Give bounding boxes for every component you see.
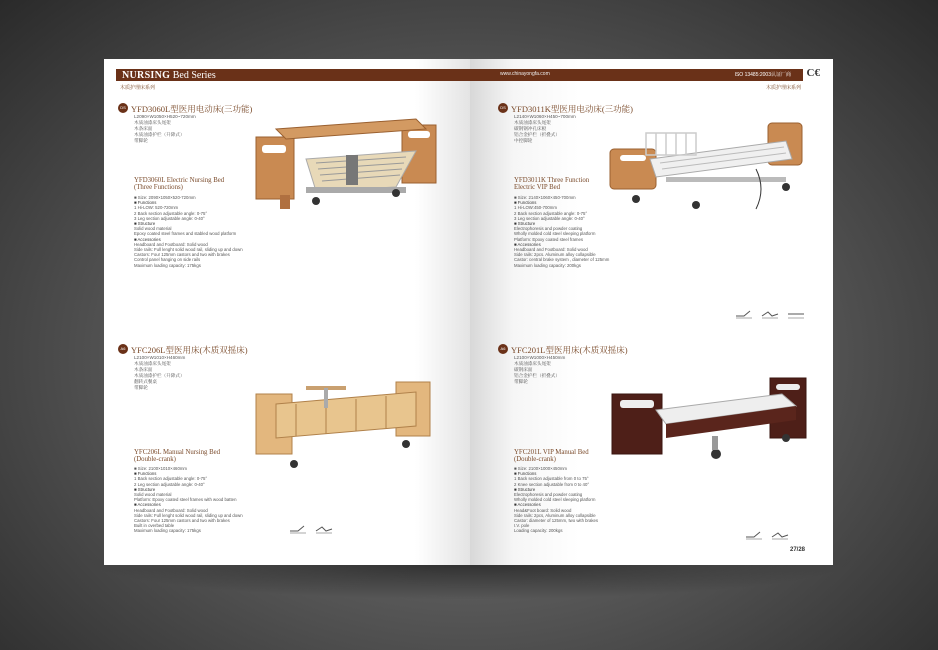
product-english-title: YFD3060L Electric Nursing Bed (Three Functions): [134, 177, 225, 191]
page-shadow: [80, 560, 860, 600]
right-page: [470, 59, 833, 565]
position-icons: [734, 309, 806, 319]
product-title: YFD3060L型医用电动床(三功能): [131, 104, 253, 114]
manual-nursing-bed-image: [246, 374, 446, 474]
product-english-title: YFC201L VIP Manual Bed (Double-crank): [514, 449, 589, 463]
product-specs: L2100×W1010×H460mm 木质油漆床头尾架 木条床面 木质油漆护栏（升降式） 翻转式餐桌 带脚轮: [134, 355, 186, 390]
bed-position-icon: [288, 524, 308, 534]
position-icons: [288, 524, 334, 534]
electric-nursing-bed-image: [246, 115, 452, 215]
product-yfd3011k: [498, 103, 828, 333]
product-specs: L2100×W1000×H450mm 木质油漆床头尾架 碳钢床面 铝合金护栏（折叠式） 带脚轮: [514, 355, 566, 384]
bed-position-icon: [786, 309, 806, 319]
product-yfc201l: [498, 344, 828, 554]
series-subtitle-cn: 木质护理床系列: [765, 85, 801, 91]
product-badge: DS: [498, 103, 508, 113]
product-details: ■ Size: 2140×1060×450-700mm ■ Functions 1 Hi-LOW:450-700mm 2 Back section adjustable angle: 0-75° 3 Leg section adjustable angle: 0-40° ■ Structure Electrophoresis and powder coating Wholly molded cold steel sleeping platform Platform: Epoxy coated steel frames ■ Accessories Headboard and Footboard: Solid wood Side rails: 2pcs. Aluminum alloy collapsible Castor: central brake system , diameter of 125mm Maximum loading capacity: 200kgs: [514, 195, 610, 268]
bed-position-icon: [760, 309, 780, 319]
iso-certification: ISO 13485:2003认证厂商: [734, 72, 791, 78]
website-url: www.chinayongfa.com: [500, 71, 550, 77]
bed-position-icon: [744, 530, 764, 540]
product-english-title: YFD3011K Three Function Electric VIP Bed: [514, 177, 590, 191]
product-details: ■ Size: 2090×1050×520-720mm ■ Functions 1 Hi-LOW: 520-720mm 2 Back section adjustable angle: 0-75° 3 Leg section adjustable angle: 0-40° ■ Structure Solid wood material Epoxy coated steel frames and stabled wood platform ■ Accessories Headboard and Footboard: Solid wood Side rails: Full lenght solid wood rail, sliding up and down Castors: Four 125mm castors and two with brakes Control panel hanging on side rails Maximum loading capacity: 175kgs: [134, 195, 243, 268]
product-title: YFC201L型医用床(木质双摇床): [511, 345, 628, 355]
left-page: [104, 59, 470, 565]
product-badge: DS: [118, 103, 128, 113]
vip-manual-bed-image: [606, 374, 816, 474]
series-subtitle-cn: 木质护理床系列: [120, 85, 156, 91]
product-specs: L2090×W1050×H520~720mm 木质油漆床头尾架 木条床面 木质油漆护栏（升降式） 带脚轮: [134, 114, 196, 143]
product-badge: A6: [118, 344, 128, 354]
bed-position-icon: [734, 309, 754, 319]
product-title: YFC206L型医用床(木质双摇床): [131, 345, 248, 355]
product-details: ■ Size: 2100×1010×460mm ■ Functions 1 Back section adjustable angle: 0-75° 2 Leg section adjustable angle: 0-40° ■ Structure Solid wood material Platform: Epoxy coated steel frames with wood batten ■ Accessories Headboard and Footboard: Solid wood Side rails: Full lenght solid wood rail, sliding up and down Castors: Four 125mm castors and two with brakes Built in overbed table Maximum loading capacity: 175kgs: [134, 466, 243, 534]
product-english-title: YFC206L Manual Nursing Bed (Double-crank): [134, 449, 221, 463]
bed-position-icon: [770, 530, 790, 540]
page-number: 27/28: [789, 547, 805, 553]
series-title: NURSING Bed Series: [122, 70, 216, 81]
product-title: YFD3011K型医用电动床(三功能): [511, 104, 633, 114]
product-specs: L2140×W1060×H450~700mm 木质油漆床头尾架 碳钢钢冲孔床板 铝合金护栏（折叠式） 中控脚轮: [514, 114, 576, 143]
product-yfc206l: [118, 344, 458, 554]
electric-vip-bed-image: [606, 119, 816, 219]
position-icons: [744, 530, 790, 540]
ce-mark: C€: [806, 67, 820, 79]
product-yfd3060l: [118, 103, 458, 333]
bed-position-icon: [314, 524, 334, 534]
product-details: ■ Size: 2100×1000×450mm ■ Functions 1 Back section adjustable from 0 to 75° 2 Knee section adjustable from 0 to 40° ■ Structure Electrophoresis and powder coating Wholly molded cold steel sleeping platform ■ Accessories Head&Foot board: Solid wood Side rails: 2pcs, Aluminum alloy collapsible Castor: diameter of 125mm, two with brakes I.V. pole Loading capacity: 200kgs: [514, 466, 599, 534]
product-badge: A6: [498, 344, 508, 354]
